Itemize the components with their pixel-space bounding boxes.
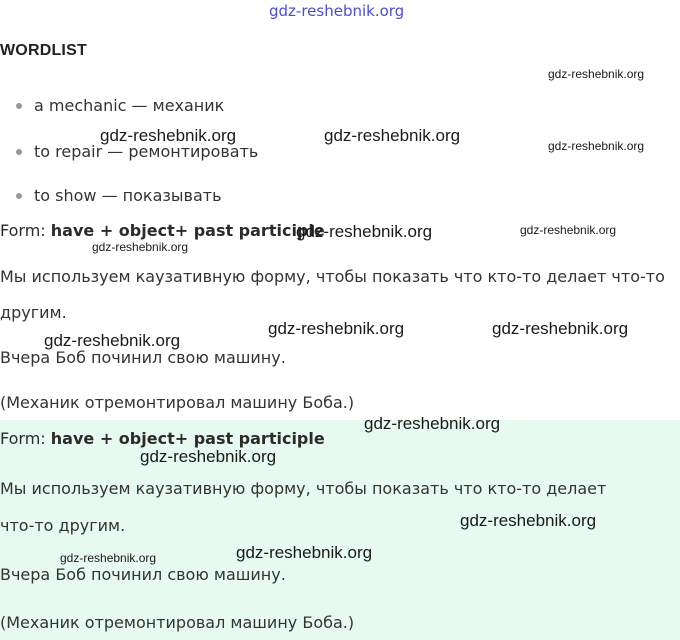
- wordlist-item-text: to repair — ремонтировать: [34, 142, 259, 161]
- watermark: gdz-reshebnik.org: [548, 67, 645, 81]
- form-prefix: Form:: [0, 221, 51, 240]
- explanation-text: что-то другим.: [0, 516, 126, 535]
- form-formula-line: [0, 429, 325, 448]
- watermark: gdz-reshebnik.org: [548, 139, 645, 153]
- explanation-text: Мы используем каузативную форму, чтобы показать что кто-то делает что-то: [0, 267, 665, 286]
- explanation-text: другим.: [0, 303, 67, 322]
- example-explanation: (Механик отремонтировал машину Боба.): [0, 393, 355, 412]
- wordlist-item: [16, 186, 222, 205]
- watermark: gdz-reshebnik.org: [236, 543, 373, 562]
- example-explanation: (Механик отремонтировал машину Боба.): [0, 613, 355, 632]
- watermark: gdz-reshebnik.org: [324, 126, 461, 145]
- watermark: gdz-reshebnik.org: [92, 240, 189, 254]
- example-sentence: Вчера Боб починил свою машину.: [0, 348, 286, 367]
- wordlist-title: WORDLIST: [0, 42, 87, 59]
- example-sentence: Вчера Боб починил свою машину.: [0, 565, 286, 584]
- site-header-link[interactable]: gdz-reshebnik.org: [269, 2, 405, 20]
- wordlist-item: [16, 96, 224, 115]
- watermark: gdz-reshebnik.org: [60, 551, 157, 565]
- form-formula: have + object+ past participle: [50, 429, 325, 448]
- watermark: gdz-reshebnik.org: [520, 223, 617, 237]
- explanation-text: Мы используем каузативную форму, чтобы показать что кто-то делает: [0, 479, 607, 498]
- watermark: gdz-reshebnik.org: [268, 319, 405, 338]
- bullet-icon: [16, 103, 22, 109]
- wordlist-item-text: to show — показывать: [34, 186, 222, 205]
- form-formula: have + object+ past participle: [50, 221, 325, 240]
- watermark: gdz-reshebnik.org: [296, 222, 433, 241]
- watermark: gdz-reshebnik.org: [44, 331, 181, 350]
- form-prefix: Form:: [0, 429, 51, 448]
- bullet-icon: [16, 193, 22, 199]
- watermark: gdz-reshebnik.org: [140, 447, 277, 466]
- bullet-icon: [16, 149, 22, 155]
- watermark: gdz-reshebnik.org: [364, 414, 501, 433]
- watermark: gdz-reshebnik.org: [460, 511, 597, 530]
- watermark: gdz-reshebnik.org: [100, 126, 237, 145]
- form-formula-line: [0, 221, 325, 240]
- wordlist-item-text: a mechanic — механик: [34, 96, 225, 115]
- watermark: gdz-reshebnik.org: [492, 319, 629, 338]
